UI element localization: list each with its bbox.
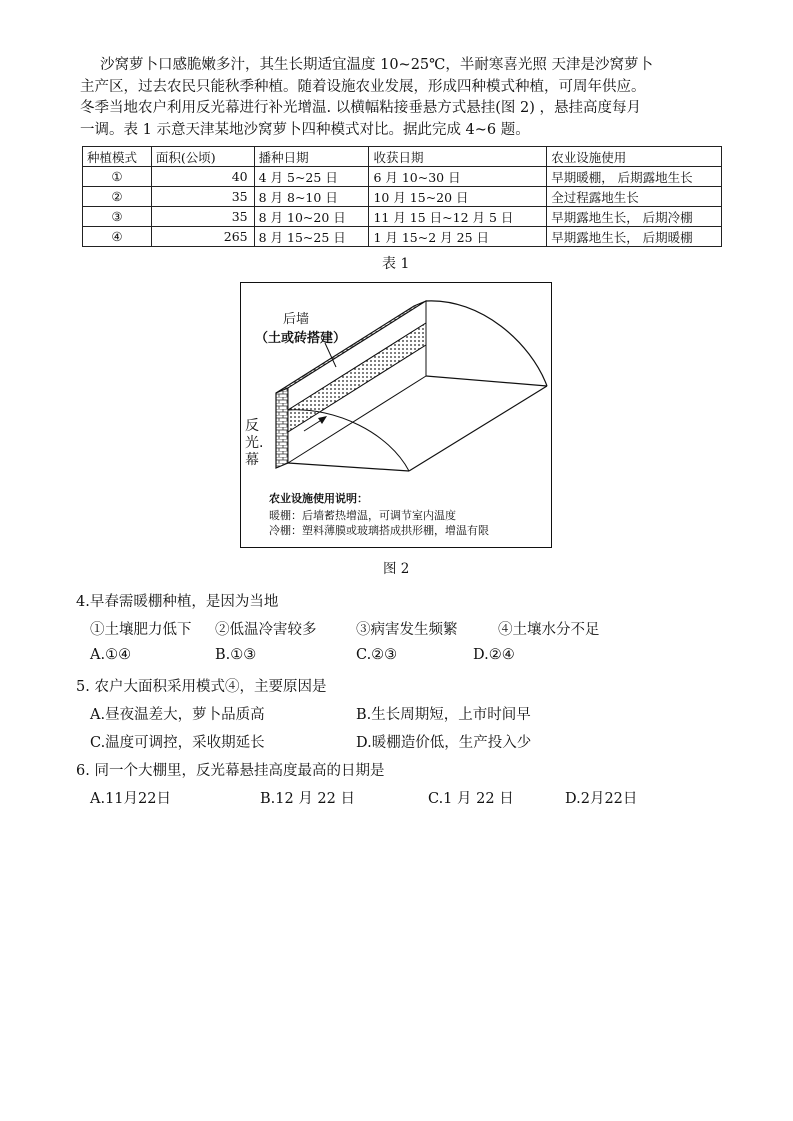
q4-item-2: ②低温冷害较多 xyxy=(215,622,317,638)
ground-edge xyxy=(409,386,547,471)
q6-option-c[interactable]: C.1 月 22 日 xyxy=(428,791,514,807)
q4-item-3: ③病害发生频繁 xyxy=(356,622,458,638)
q6-option-b[interactable]: B.12 月 22 日 xyxy=(260,791,355,807)
table-cell: ① xyxy=(83,167,152,187)
table-caption: 表 1 xyxy=(382,256,410,272)
q6-option-a[interactable]: A.11月22日 xyxy=(90,791,171,807)
intro-line-2: 主产区，过去农民只能秋季种植。随着设施农业发展，形成四种模式种植，可周年供应。 xyxy=(80,78,646,95)
table-row xyxy=(83,167,722,187)
q4-option-c[interactable]: C.②③ xyxy=(356,647,398,663)
table-cell: 4 月 5~25 日 xyxy=(254,167,369,187)
table-cell: 早期露地生长， 后期冷棚 xyxy=(547,207,722,227)
question-4-stem: 4.早春需暖棚种植，是因为当地 xyxy=(76,594,279,610)
intro-line-4: 一调。表 1 示意天津某地沙窝萝卜四种模式对比。据此完成 4~6 题。 xyxy=(80,121,530,138)
planting-mode-table xyxy=(82,146,722,247)
reflective-screen-label xyxy=(245,418,263,469)
facility-note-title: 农业设施使用说明： xyxy=(269,492,368,505)
table-header: 播种日期 xyxy=(254,147,369,167)
back-wall-face xyxy=(276,388,288,468)
facility-note-cold: 冷棚：塑料薄膜或玻璃搭成拱形棚，增温有限 xyxy=(269,524,489,537)
ground-line-near xyxy=(288,463,409,471)
q5-option-b[interactable]: B.生长周期短，上市时间早 xyxy=(356,707,531,723)
q5-option-d[interactable]: D.暖棚造价低，生产投入少 xyxy=(356,735,532,751)
table-cell: 40 xyxy=(151,167,254,187)
q4-option-d[interactable]: D.②④ xyxy=(473,647,515,663)
table-cell: 10 月 15~20 日 xyxy=(369,187,547,207)
table-cell: 全过程露地生长 xyxy=(547,187,722,207)
table-row xyxy=(83,207,722,227)
q4-option-a[interactable]: A.①④ xyxy=(90,647,132,663)
table-cell: 1 月 15~2 月 25 日 xyxy=(369,227,547,247)
greenhouse-figure xyxy=(240,282,552,548)
table-cell: 35 xyxy=(151,187,254,207)
table-row xyxy=(83,227,722,247)
q5-option-a[interactable]: A.昼夜温差大，萝卜品质高 xyxy=(90,707,265,723)
q4-item-4: ④土壤水分不足 xyxy=(498,622,600,638)
table-cell: 8 月 10~20 日 xyxy=(254,207,369,227)
question-5-stem: 5. 农户大面积采用模式④，主要原因是 xyxy=(76,679,327,695)
table-cell: ③ xyxy=(83,207,152,227)
table-cell: 11 月 15 日~12 月 5 日 xyxy=(369,207,547,227)
intro-passage xyxy=(80,55,730,141)
q4-item-1: ①土壤肥力低下 xyxy=(90,622,192,638)
screen-label-char: 幕 xyxy=(245,452,259,468)
ground-line-far xyxy=(426,376,547,386)
q4-option-b[interactable]: B.①③ xyxy=(215,647,257,663)
intro-line-1: 沙窝萝卜口感脆嫩多汁，其生长期适宜温度 10~25℃，半耐寒喜光照 天津是沙窝萝卜 xyxy=(100,57,653,73)
table-cell: 6 月 10~30 日 xyxy=(369,167,547,187)
figure-caption: 图 2 xyxy=(383,561,410,577)
table-cell: 早期暖棚， 后期露地生长 xyxy=(547,167,722,187)
back-wall-material-label: （土或砖搭建） xyxy=(255,331,347,346)
table-cell: ② xyxy=(83,187,152,207)
facility-note-warm: 暖棚：后墙蓄热增温，可调节室内温度 xyxy=(269,509,456,522)
intro-line-3: 冬季当地农户利用反光幕进行补光增温. 以横幅粘接垂悬方式悬挂(图 2) ，悬挂高度每月 xyxy=(80,100,641,116)
facility-note xyxy=(269,491,489,538)
table-cell: 265 xyxy=(151,227,254,247)
table-row xyxy=(83,187,722,207)
table-header-row xyxy=(83,147,722,167)
q5-option-c[interactable]: C.温度可调控，采收期延长 xyxy=(90,735,265,751)
greenhouse-arch-back xyxy=(426,301,547,386)
table-header: 农业设施使用 xyxy=(547,147,722,167)
q6-option-d[interactable]: D.2月22日 xyxy=(565,791,638,807)
table-cell: ④ xyxy=(83,227,152,247)
back-wall-label: 后墙 xyxy=(283,312,310,327)
screen-label-char: 反 xyxy=(245,418,259,434)
table-cell: 8 月 15~25 日 xyxy=(254,227,369,247)
table-header: 收获日期 xyxy=(369,147,547,167)
question-6-stem: 6. 同一个大棚里，反光幕悬挂高度最高的日期是 xyxy=(76,763,385,779)
table-header: 种植模式 xyxy=(83,147,152,167)
table-cell: 35 xyxy=(151,207,254,227)
screen-label-char: 光. xyxy=(245,435,264,451)
table-header: 面积(公顷) xyxy=(151,147,254,167)
table-cell: 8 月 8~10 日 xyxy=(254,187,369,207)
table-cell: 早期露地生长， 后期暖棚 xyxy=(547,227,722,247)
